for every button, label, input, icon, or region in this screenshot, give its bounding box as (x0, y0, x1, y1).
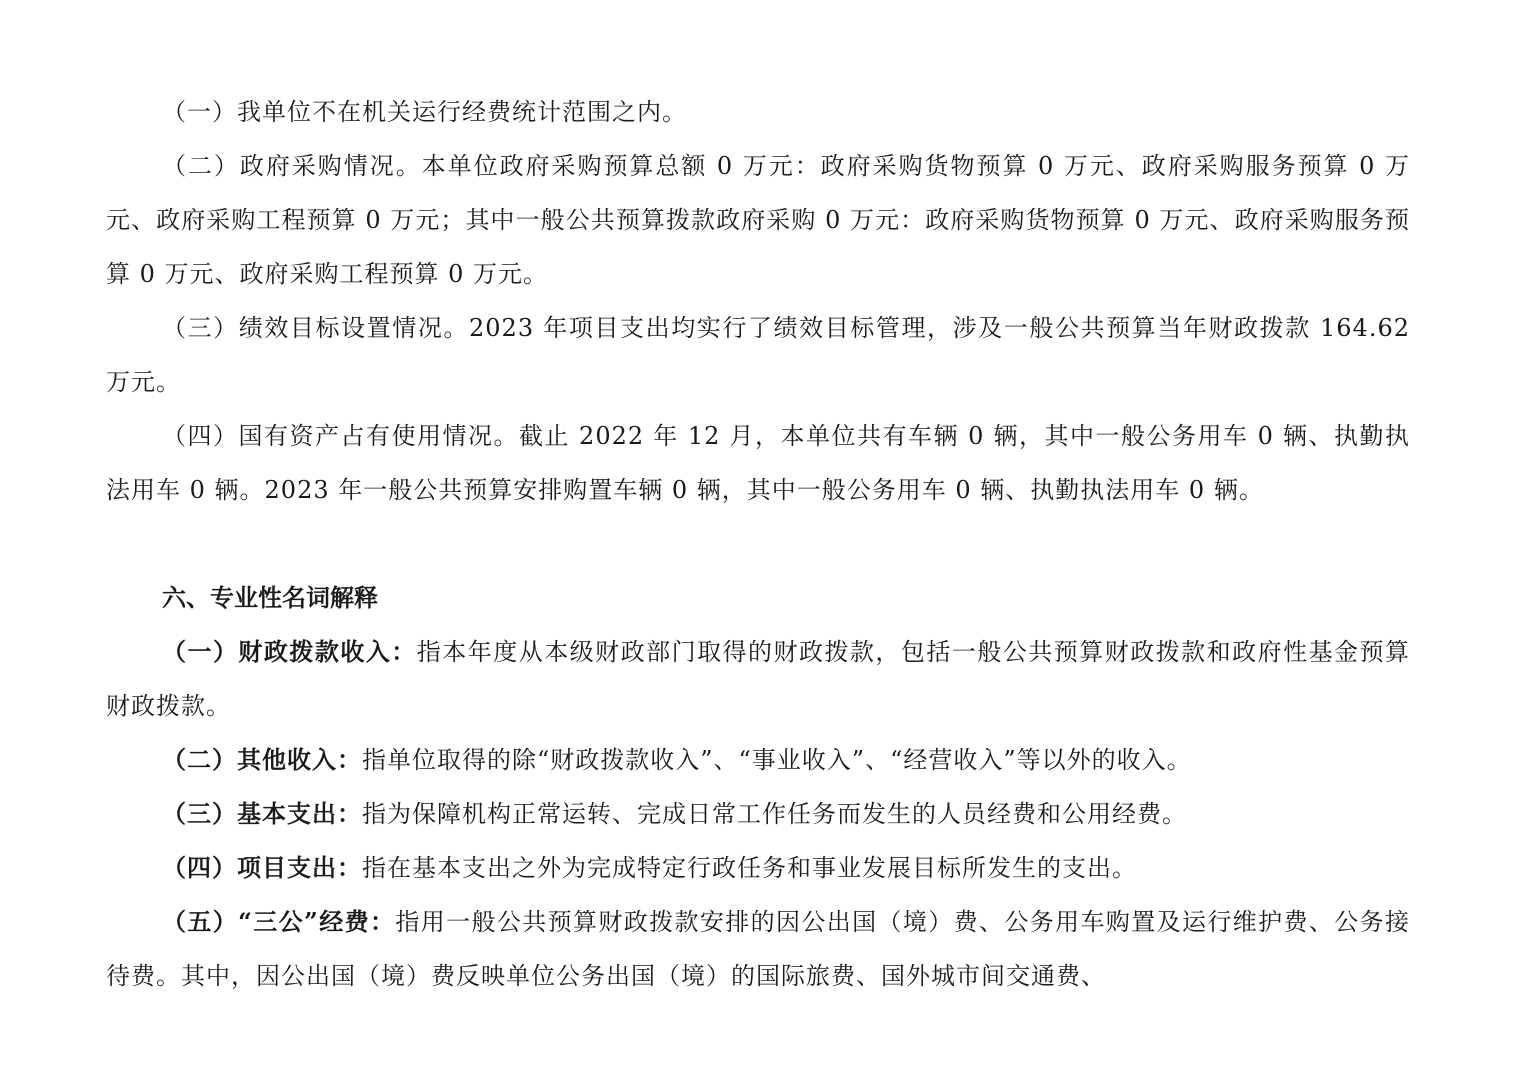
definition-three-public-expenses (106, 895, 1410, 1003)
paragraph-admin-expenses: （一）我单位不在机关运行经费统计范围之内。 (162, 98, 687, 126)
definition-term: （四）项目支出： (162, 853, 362, 882)
section-heading: 六、专业性名词解释 (162, 584, 378, 612)
paragraph-state-assets: （四）国有资产占有使用情况。截止 2022 年 12 月，本单位共有车辆 0 辆，其中一般公务用车 0 辆、执勤执法用车 0 辆。2023 年一般公共预算安排购置车辆 0 辆，其中一般公务用车 0 辆、执勤执法用车 0 辆。 (106, 422, 1410, 504)
definition-basic-expenditure (106, 787, 1410, 841)
definition-text: 指本年度从本级财政部门取得的财政拨款，包括一般公共预算财政拨款和政府性基金预算财政拨款。 (106, 638, 1411, 720)
definition-term: （一）财政拨款收入： (162, 637, 417, 666)
definition-text: 指在基本支出之外为完成特定行政任务和事业发展目标所发生的支出。 (362, 854, 1137, 882)
definition-other-income (106, 733, 1410, 787)
definition-text: 指用一般公共预算财政拨款安排的因公出国（境）费、公务用车购置及运行维护费、公务接待费。其中，因公出国（境）费反映单位公务出国（境）的国际旅费、国外城市间交通费、 (106, 908, 1411, 990)
definition-term: （二）其他收入： (162, 745, 362, 774)
definition-project-expenditure (106, 841, 1410, 895)
definition-text: 指为保障机构正常运转、完成日常工作任务而发生的人员经费和公用经费。 (362, 800, 1187, 828)
definition-term: （三）基本支出： (162, 799, 362, 828)
paragraph-performance-targets: （三）绩效目标设置情况。2023 年项目支出均实行了绩效目标管理，涉及一般公共预算当年财政拨款 164.62 万元。 (106, 314, 1410, 396)
definition-term: （五）“三公”经费： (162, 907, 396, 936)
definition-text: 指单位取得的除“财政拨款收入”、“事业收入”、“经营收入”等以外的收入。 (362, 746, 1192, 774)
paragraph-government-procurement: （二）政府采购情况。本单位政府采购预算总额 0 万元：政府采购货物预算 0 万元、政府采购服务预算 0 万元、政府采购工程预算 0 万元；其中一般公共预算拨款政府采购 0 万元：政府采购货物预算 0 万元、政府采购服务预算 0 万元、政府采购工程预算 0 万元。 (106, 152, 1410, 288)
definition-fiscal-appropriation (106, 625, 1410, 733)
